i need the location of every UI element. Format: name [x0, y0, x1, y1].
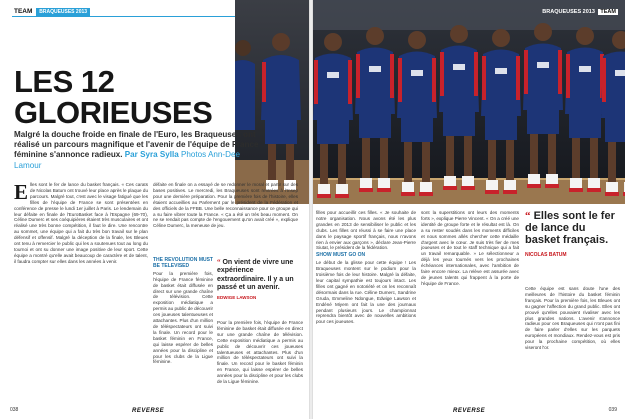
body-column-4 [421, 210, 519, 390]
magazine-brand-right: REVERSE [453, 408, 486, 414]
body-column-2c [217, 320, 303, 390]
page-number-right: 039 [608, 407, 617, 413]
column-2c-text: Pour la première fois, l'équipe de France féminine de basket était diffusée en direct sur une grande chaîne de télévision. Cette exposition médiatique a permis au public de découvrir ces joueuses talentueuses et attachantes. Plus d'un million de téléspectateurs ont suivi la finale. Un record pour le basket féminin en France, qui laisse espérer de belles années pour la discipline et pour les clubs de la Ligue féminine. [217, 320, 303, 385]
team-photo-left-svg [235, 0, 309, 204]
pull-quote-left-source: EDWIGE LAWSON [217, 295, 257, 301]
article-title [14, 66, 214, 128]
pull-quote-right [525, 210, 620, 261]
title-line-2: GLORIEUSES [14, 95, 213, 130]
pull-quote-right-text: Elles sont le fer de lance du basket français. [525, 210, 615, 246]
body-column-2b [153, 256, 213, 390]
article-lede [14, 130, 264, 171]
body-column-2 [153, 182, 298, 254]
team-photo-left-part [235, 0, 309, 204]
title-line-1: LES 12 [14, 64, 115, 99]
section-tag-right: TEAM [600, 9, 616, 15]
drop-cap: E [14, 182, 29, 204]
lede-text: Malgré la douche froide en finale de l'Euro, les Braqueuses ont réalisé un parcours magnifique et l'avenir de l'équipe de France féminine s'annonce radieux. [14, 130, 259, 160]
section-tag: TEAM [14, 8, 33, 15]
body-column-1 [14, 182, 148, 390]
column-5-text: Cette équipe est sans doute l'une des meilleures de l'histoire du basket féminin français. Pour la première fois, les Bleues ont su gagner l'affection du grand public. Elles ont prouvé qu'elles pouvaient rivaliser avec les plus grandes nations. L'avenir s'annonce radieux pour ces Braqueuses qui n'ont pas fini de faire parler d'elles sur les parquets européens et mondiaux. Rendez-vous est pris pour la prochaine compétition, où elles viseront l'or. [525, 286, 620, 351]
column-3b-text: Le début de la glisse pour cette équipe ! Les Braqueuses montent sur le podium pour la troisième fois de leur histoire. Malgré la défaite, leur capital sympathie est toujours intact. Les filles ont gagné en notoriété et on les reconnaît désormais dans la rue. Céline Dumerc, Sandrine Gruda, Emmeline Ndongue, Edwige Lawson et Endéné Miyem ont fait la une des journaux pendant plusieurs jours. Le championnat reprendra bientôt avec de nouvelles ambitions pour ces joueuses. [316, 260, 416, 325]
team-photo [313, 0, 625, 204]
left-page [0, 0, 309, 419]
pull-quote-right-source: NICOLAS BATUM [525, 252, 567, 258]
pull-quote-left [217, 258, 303, 302]
photo-credit: Photos Ann-Dee Lamour [14, 150, 240, 170]
column-2-text: défaite en finale on a essayé de se redonner le moral et partir sur des bases positives. Le mercredi, les Braqueuses sont rentrées à l'Insep pour une dernière préparation. Pour la première fois de l'histoire, elles étaient accueillies au Parlement par le président de la Fédération et des officiels de la FFBB. Une belle reconnaissance pour ce groupe qui a su faire vibrer toute la France. « Ça a été un très beau moment. On ne se rendait pas compte de l'engouement qu'on avait créé », explique Céline Dumerc, la meneuse de jeu. [153, 182, 298, 229]
subhead-revolution: THE REVOLUTION MUST BE TELEVISED [153, 257, 213, 269]
magazine-brand-left: REVERSE [132, 408, 165, 414]
body-column-3 [316, 210, 416, 390]
subhead-show-must-go-on: SHOW MUST GO ON [316, 252, 366, 259]
pull-quote-left-text: On vient de vivre une expérience extraordinaire. Il y a un passé et un avenir. [217, 259, 294, 291]
team-photo-svg [313, 0, 625, 204]
right-page-header [542, 9, 618, 15]
column-3-text: filles pour accueillir ces filles. « Je souhaite de notre organisation. Nous avons été les plus grandes en 2013 de sensibiliser le public et les clubs. Les filles ont réussi à se faire une place dans le paysage sportif français, nous n'avons rien à envier aux garçons », déclare Jean-Pierre Siutat, le président de la fédération. [316, 210, 416, 251]
column-2b-text: Pour la première fois, l'équipe de France féminine de basket était diffusée en direct sur une grande chaîne de télévision. Cette exposition médiatique a permis au public de découvrir ces joueuses talentueuses et attachantes. Plus d'un million de téléspectateurs ont suivi la finale. Un record pour le basket féminin en France, qui laisse espérer de belles années pour la discipline et pour les clubs de la Ligue féminine. [153, 270, 213, 365]
column-1-text: lles sont le fer de lance du basket français. « Ces carats de Nicolas Batum ont trouvé leur place après le plaque du parcours. Malgré tout, c'est avec le visage fatigué que les filles de l'équipe de France se sont présentées en conférence de presse le lundi 1er juillet à Paris. Le lendemain du leur défaite en finale de l'EuroBasket face à l'Espagne (69-70), Céline Dumerc et ses coéquipières étaient très musculaires et ont réalisé une très bonne compétition, il faut le dire. Une rencontre au sommet, une équipe qui a fait du très bon travail sur le plan défensif et offensif. Malgré la déception de la finale, les Bleues ont tenu à remercier le public qui les a soutenues tout au long du tournoi et ont su donner une image positive de leur sport. Cette équipe a montré qu'elle avait beaucoup de caractère et de talent, il faudra compter sur elles dans les années à venir. [14, 182, 148, 264]
quote-mark-icon: “ [217, 258, 221, 266]
quote-mark-icon: “ [525, 210, 531, 222]
page-number-left: 038 [10, 407, 19, 413]
column-4-text: sont la superstitions ont leurs des moments forts », explique Pierre Vincent. « On a créé une identité de groupe forte et le résultat est là. On a su rester soudés dans les moments difficiles et nous sommes allés chercher cette médaille d'argent avec le cœur. Je suis très fier de mes joueuses et de tout le staff technique qui a fait un travail remarquable. » Le sélectionneur a déjà les yeux tournés vers les prochaines échéances internationales, avec l'ambition de faire encore mieux. La relève est assurée avec de jeunes talents qui frappent à la porte de l'équipe de France. [421, 210, 519, 286]
byline: Par Syra Sylla [124, 150, 179, 160]
rubric-badge: BRAQUEUSES 2013 [36, 8, 90, 17]
body-column-5 [525, 286, 620, 390]
right-page [313, 0, 625, 419]
rubric-right: BRAQUEUSES 2013 [542, 9, 595, 15]
